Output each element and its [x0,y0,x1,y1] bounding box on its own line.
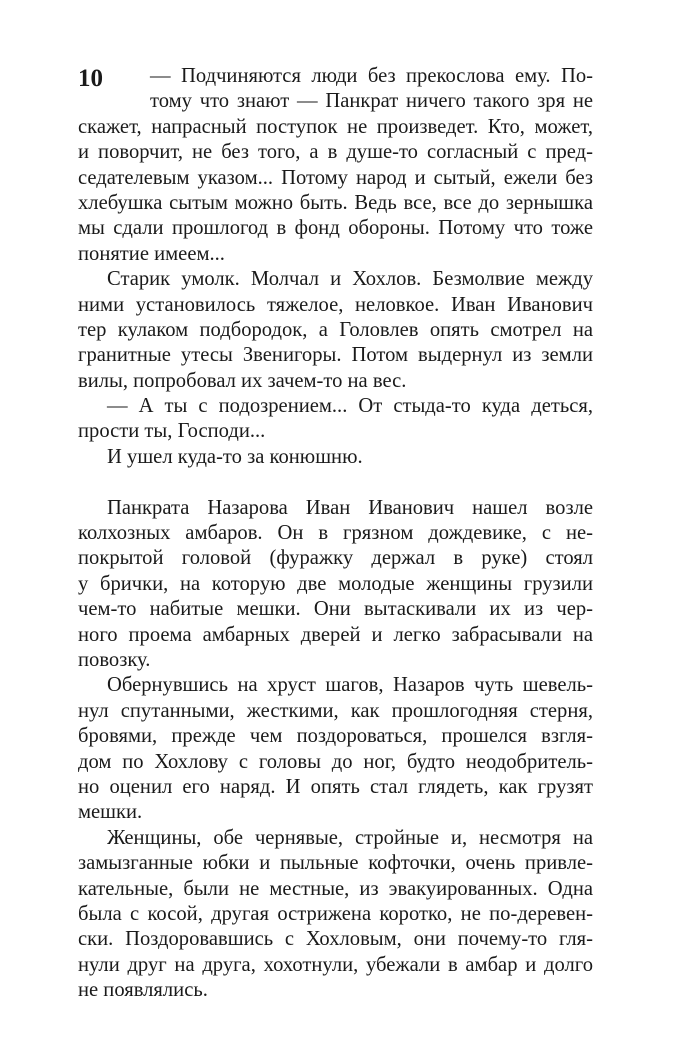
text-line: мы сдали прошлогод в фонд обороны. Потому что тоже [78,217,593,240]
text-line: тому что знают — Панкрат ничего такого зря не [150,90,593,113]
page-number: 10 [78,65,103,92]
text-line: дом по Хохлову с головы до ног, будто неодобритель- [78,750,593,773]
text-line: — Подчиняются люди без прекослова ему. По- [150,65,593,87]
text-line: Панкрата Назарова Иван Иванович нашел возле [107,496,593,519]
text-line: хлебушка сытым можно быть. Ведь все, все до зернышка [78,191,593,214]
text-line: мешки. [78,801,143,824]
text-line: кательные, были не местные, из эвакуированных. Одна [78,877,593,900]
text-line: — А ты с подозрением... От стыда-то куда деться, [107,395,593,418]
text-line: была с косой, другая острижена коротко, не по-деревен- [78,902,593,925]
text-line: Женщины, обе чернявые, стройные и, несмотря на [107,826,593,849]
text-line: тер кулаком подбородок, а Головлев опять смотрел на [78,318,593,341]
paragraph [78,394,593,445]
paragraph [78,826,593,1004]
text-line: прости ты, Господи... [78,420,266,443]
text-line: понятие имеем... [78,242,225,265]
text-line: ними установилось тяжелое, неловкое. Иван Иванович [78,293,593,316]
text-line: бровями, прежде чем поздороваться, прошелся взгля- [78,725,593,748]
text-line: ного проема амбарных дверей и легко забрасывали на [78,623,593,646]
text-line: ски. Поздоровавшись с Хохловым, они почему-то гля- [78,928,593,951]
text-line: и поворчит, не без того, а в душе-то согласный с пред- [78,141,593,164]
section-break [78,470,593,495]
text-line: замызганные юбки и пыльные кофточки, очень привле- [78,852,593,875]
paragraph [78,64,593,267]
text-line: не появлялись. [78,979,208,1002]
paragraph [78,445,593,470]
text-line: покрытой головой (фуражку держал в руке) стоял [78,547,593,570]
text-line: но оценил его наряд. И опять стал глядеть, как грузят [78,775,593,798]
paragraph [78,267,593,394]
text-line: скажет, напрасный поступок не произведет. Кто, может, [78,115,593,138]
text-line: колхозных амбаров. Он в грязном дождевике, с не- [78,522,593,545]
text-line: нул спутанными, жесткими, как прошлогодняя стерня, [78,699,593,722]
paragraph [78,673,593,825]
text-line: И ушел куда-то за конюшню. [107,445,363,468]
text-line: у брички, на которую две молодые женщины грузили [78,572,593,595]
text-line: повозку. [78,648,151,671]
text-line: Обернувшись на хруст шагов, Назаров чуть шевель- [107,674,593,697]
text-line: чем-то набитые мешки. Они вытаскивали их из чер- [78,598,593,621]
text-line: вилы, попробовал их зачем-то на вес. [78,369,407,392]
text-line: гранитные утесы Звенигоры. Потом выдернул из земли [78,344,593,367]
text-line: нули друг на друга, хохотнули, убежали в амбар и долго [78,953,593,976]
text-line: седателевым указом... Потому народ и сытый, ежели без [78,166,593,189]
paragraph [78,496,593,674]
text-line: Старик умолк. Молчал и Хохлов. Безмолвие между [107,268,593,291]
body-text [78,64,593,1003]
